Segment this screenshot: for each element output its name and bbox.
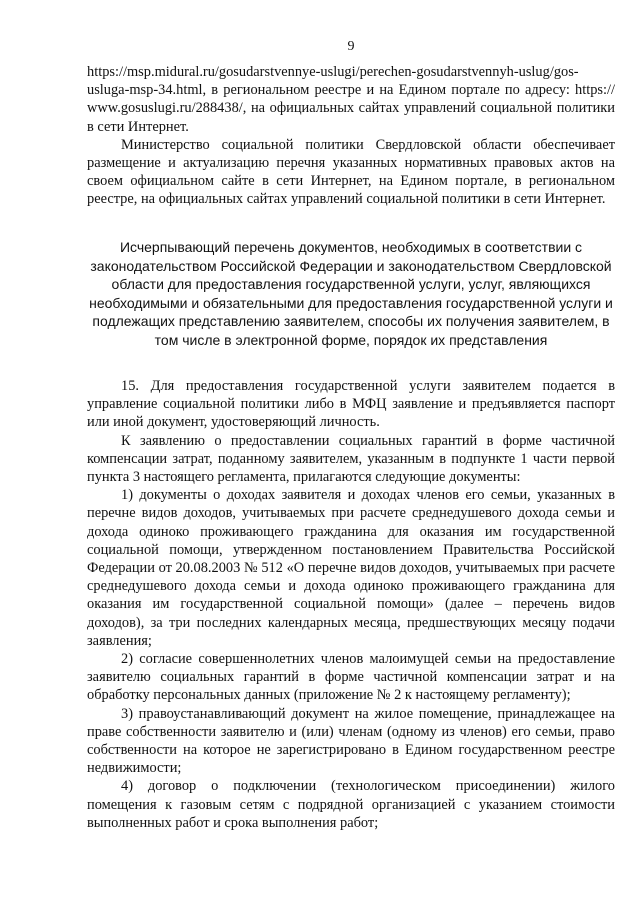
page-number: 9 [347, 39, 355, 54]
intro-section [87, 63, 615, 209]
list-item-3: 3) правоустанавливающий документ на жилое помещение, принадлежащее на праве собственности заявителю и (или) членам (одному из членов) его семьи, право собственности на которое не зарегистрировано в Едином государственном реестре недвижимости; [87, 705, 615, 777]
point-15: 15. Для предоставления государственной услуги заявителем подается в управление социальной политики либо в МФЦ заявление и предъявляется паспорт или иной документ, удостоверяющий личность. [87, 378, 615, 431]
paragraph-ministry: Министерство социальной политики Свердловской области обеспечивает размещение и актуализацию перечня указанных нормативных правовых актов на своем официальном сайте в сети Интернет, на Едином портале, в региональном реестре, на официальных сайтах управлений социальной политики в сети Интернет. [87, 136, 615, 208]
documents-section [87, 377, 615, 832]
list-item-4: 4) договор о подключении (технологическом присоединении) жилого помещения к газовым сетям с подрядной организацией с указанием стоимости выполненных работ и срока выполнения работ; [87, 778, 615, 831]
section-heading: Исчерпывающий перечень документов, необходимых в соответствии с законодательством Российской Федерации и законодательством Свердловской области для предоставления государственной услуги, услуг, являющихся необходимыми и обязательными для предоставления государственной услуги и подлежащих представлению заявителем, способы их получения заявителем, в том числе в электронной форме, порядок их представления [89, 239, 613, 348]
list-item-2: 2) согласие совершеннолетних членов малоимущей семьи на предоставление заявителю социальных гарантий в форме частичной компенсации затрат и на обработку персональных данных (приложение № 2 к настоящему регламенту); [87, 651, 615, 704]
list-intro: К заявлению о предоставлении социальных гарантий в форме частичной компенсации затрат, поданному заявителем, указанным в подпункте 1 части первой пункта 3 настоящего регламента, прилагаются следующие документы: [87, 432, 615, 486]
list-item-1: 1) документы о доходах заявителя и доходах членов его семьи, указанных в перечне видов доходов, учитываемых при расчете среднедушевого дохода семьи и дохода одиноко проживающего гражданина для оказания им государственной социальной помощи, утвержденном постановлением Правительства Российской Федерации от 20.08.2003 № 512 «О перечне видов доходов, учитываемых при расчете среднедушевого дохода семьи и дохода одиноко проживающего гражданина для оказания им государственной социальной помощи» (далее – перечень видов доходов), за три последних календарных месяца, предшествующих месяцу подачи заявления; [87, 487, 615, 649]
paragraph-links: https://msp.midural.ru/gosudarstvennye-uslugi/perechen-gosudarstvennyh-uslug/gos-usluga-msp-34.html, в региональном реестре и на Едином портале по адресу: https:// www.gosuslugi.ru/288438/, на официальных сайтах управлений социальной политики в сети Интернет. [87, 64, 615, 135]
